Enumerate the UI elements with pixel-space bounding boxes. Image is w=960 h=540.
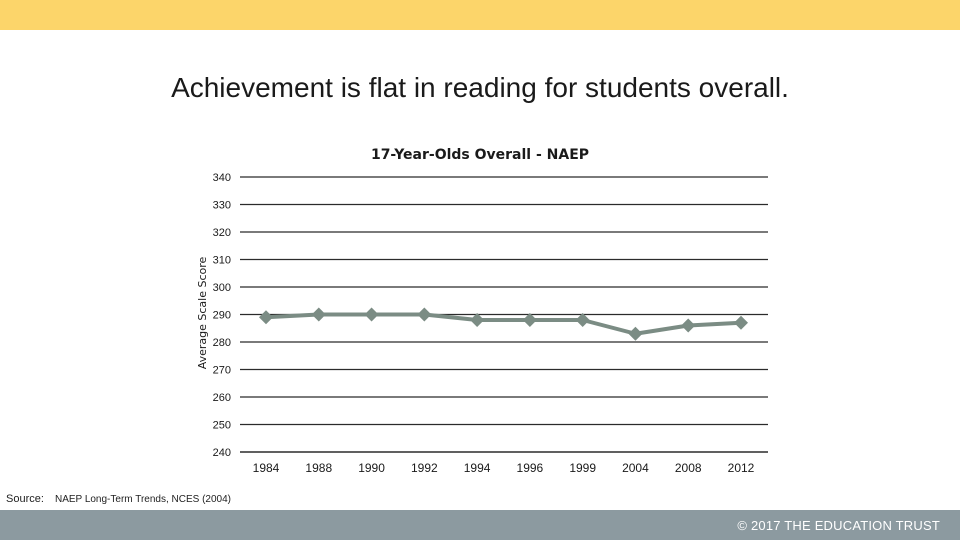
data-point-marker (312, 308, 326, 322)
x-tick-label: 1988 (305, 461, 333, 475)
x-tick-label: 1984 (252, 461, 280, 475)
x-tick-label: 1994 (463, 461, 491, 475)
data-point-marker (734, 316, 748, 330)
source-text: NAEP Long-Term Trends, NCES (2004) (54, 494, 231, 505)
data-point-marker (365, 308, 379, 322)
series-line (266, 315, 741, 334)
y-axis-label: Average Scale Score (196, 256, 209, 370)
y-tick-label: 310 (212, 254, 231, 267)
x-tick-label: 2008 (674, 461, 702, 475)
x-tick-label: 1999 (569, 461, 597, 475)
y-tick-label: 270 (212, 364, 231, 377)
x-tick-label: 2004 (622, 461, 649, 475)
data-point-marker (259, 310, 273, 324)
y-tick-label: 250 (212, 419, 231, 432)
footer-bar (0, 510, 960, 540)
y-tick-label: 260 (212, 392, 231, 404)
y-tick-label: 280 (212, 337, 231, 349)
x-tick-label: 2012 (727, 461, 755, 475)
y-tick-label: 320 (212, 227, 231, 239)
data-point-marker (628, 327, 642, 341)
data-point-marker (681, 319, 695, 333)
x-tick-label: 1992 (410, 461, 438, 475)
chart-title: 17-Year-Olds Overall - NAEP (370, 147, 590, 163)
source-label: Source: (6, 493, 44, 505)
y-tick-label: 240 (212, 447, 231, 459)
y-tick-label: 330 (212, 199, 231, 212)
data-point-marker (417, 308, 431, 322)
slide-title: Achievement is flat in reading for students overall. (171, 72, 789, 103)
x-tick-labels (253, 461, 755, 475)
y-tick-label: 290 (212, 309, 231, 322)
source-note (6, 493, 231, 505)
copyright-text: © 2017 THE EDUCATION TRUST (737, 518, 940, 533)
series-group (259, 308, 748, 341)
x-tick-label: 1990 (358, 461, 385, 475)
y-tick-label: 340 (212, 172, 231, 184)
x-tick-label: 1996 (516, 461, 544, 475)
y-tick-labels (213, 172, 231, 459)
y-tick-label: 300 (212, 282, 231, 294)
